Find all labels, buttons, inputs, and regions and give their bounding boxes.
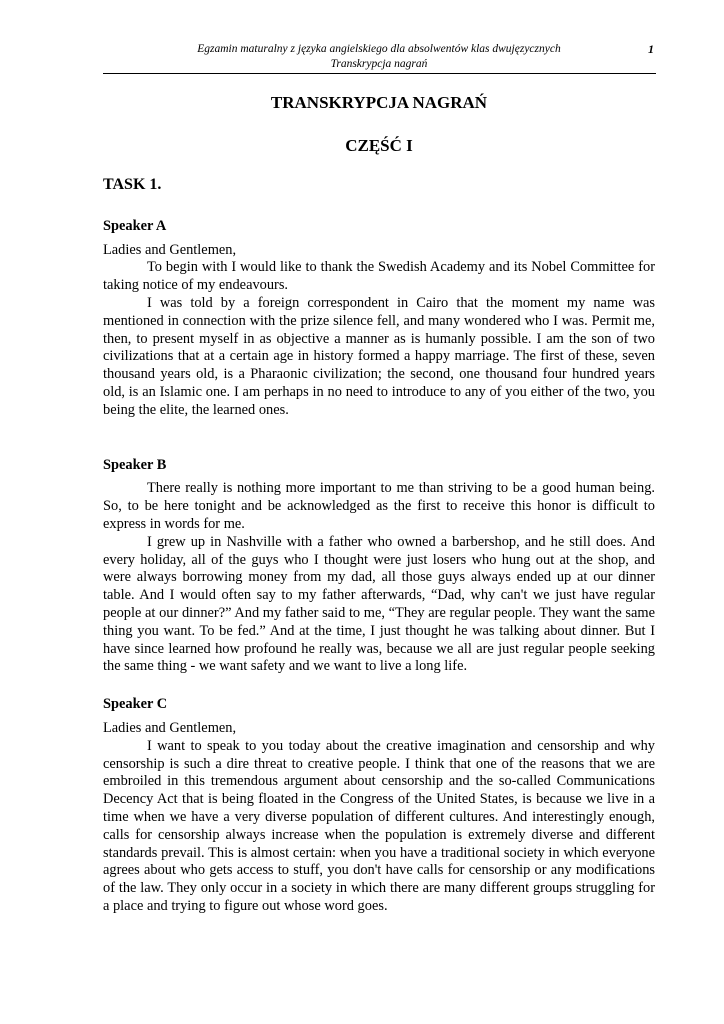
speaker-b-label: Speaker B [103, 456, 167, 473]
speaker-b-paragraph: There really is nothing more important to me than striving to be a good human being. So, to be here tonight and be acknowledged as the first to receive this honor is difficult to express in words for me. [103, 480, 655, 532]
running-header [103, 42, 655, 72]
speaker-c-paragraph: I want to speak to you today about the creative imagination and censorship and why censorship is such a dire threat to creative people. I think that one of the reasons that we are embroiled in this tremendous argument about censorship and the so-called Communications Decency Act that is being floated in the Congress of the United States, is because we live in a time when we have a very diverse population of different cultures. And interestingly enough, calls for censorship always increase when the population is extremely diverse and different standards prevail. This is almost certain: when you have a traditional society in which everyone agrees about who gets access to stuff, you don't have calls for censorship or any modifications of the law. They only occur in a society in which there are many different groups struggling for a place and trying to figure out whose word goes. [103, 737, 655, 914]
speaker-a-label: Speaker A [103, 217, 167, 234]
task-heading: TASK 1. [103, 176, 162, 193]
speaker-b-section [103, 457, 655, 677]
speaker-b-paragraph: I grew up in Nashville with a father who owned a barbershop, and he still does. And every holiday, all of the guys who I thought were just losers who hung out at the shop, and were always borrowing money from my dad, all those guys always ended up at our dinner table. And I would often say to my father afterwards, “Dad, why can't we just have regular people at our dinner?” And my father said to me, “They are regular people. They want the same thing you want. To be fed.” And at the time, I just thought he was talking about dinner. But I have since learned how profound he really was, because we all are just regular people seeking the same thing - we want safety and we want to live a long life. [103, 533, 655, 675]
header-exam-title: Egzamin maturalny z języka angielskiego dla absolwentów klas dwujęzycznych [197, 43, 561, 55]
header-subtitle: Transkrypcja nagrań [330, 58, 428, 70]
header-rule [103, 73, 656, 74]
document-body [103, 88, 655, 916]
speaker-c-section [103, 696, 655, 916]
speaker-a-greeting: Ladies and Gentlemen, [103, 241, 237, 258]
document-title: TRANSKRYPCJA NAGRAŃ [270, 93, 488, 112]
speaker-a-paragraph: To begin with I would like to thank the Swedish Academy and its Nobel Committee for taking notice of my endeavours. [103, 259, 655, 294]
speaker-c-label: Speaker C [103, 696, 168, 713]
part-heading: CZĘŚĆ I [345, 136, 413, 155]
page-number: 1 [648, 42, 654, 56]
speaker-a-section [103, 218, 655, 420]
speaker-c-greeting: Ladies and Gentlemen, [103, 719, 237, 736]
speaker-a-paragraph: I was told by a foreign correspondent in Cairo that the moment my name was mentioned in connection with the prize silence fell, and many wondered who I was. Permit me, then, to present myself in as objective a manner as is humanly possible. I am the son of two civilizations that at a certain age in history formed a happy marriage. The first of these, seven thousand years old, is a Pharaonic civilization; the second, one thousand four hundred years old, is an Islamic one. I am perhaps in no need to introduce to any of you either of the two, you being the elite, the learned ones. [103, 294, 655, 418]
